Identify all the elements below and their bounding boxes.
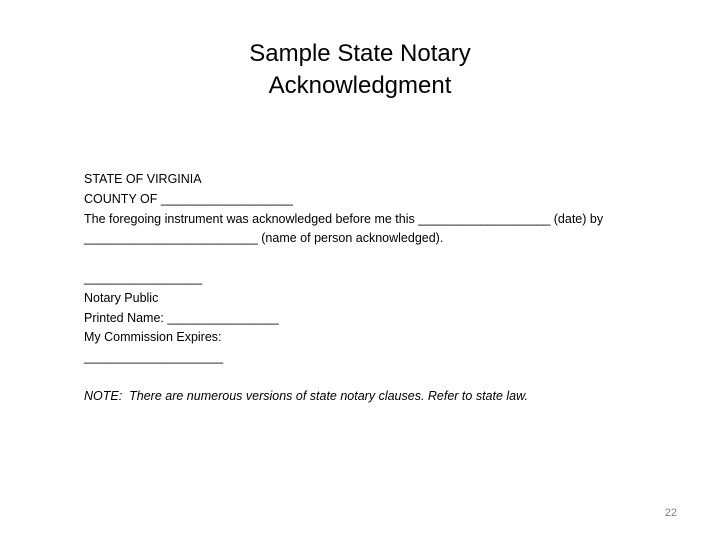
printed-name-line: Printed Name: ________________ [84, 310, 279, 325]
slide-title [0, 38, 720, 102]
person-line: _________________________ (name of person acknowledged). [84, 231, 444, 246]
county-line: COUNTY OF ___________________ [84, 191, 293, 206]
signature-line: _________________ [84, 270, 203, 285]
page-number: 22 [664, 507, 677, 519]
spacer [84, 249, 684, 269]
commission-blank-line: ____________________ [84, 350, 224, 365]
instrument-line: The foregoing instrument was acknowledged before me this ___________________ (date) by [84, 211, 604, 226]
notary-public-label: Notary Public [84, 290, 159, 305]
title-line-1: Sample State Notary [249, 40, 471, 67]
commission-label: My Commission Expires: [84, 330, 222, 345]
note-text: NOTE: There are numerous versions of state notary clauses. Refer to state law. [84, 389, 528, 403]
title-line-2: Acknowledgment [268, 72, 452, 99]
state-line: STATE OF VIRGINIA [84, 172, 202, 186]
notary-form [84, 170, 684, 368]
